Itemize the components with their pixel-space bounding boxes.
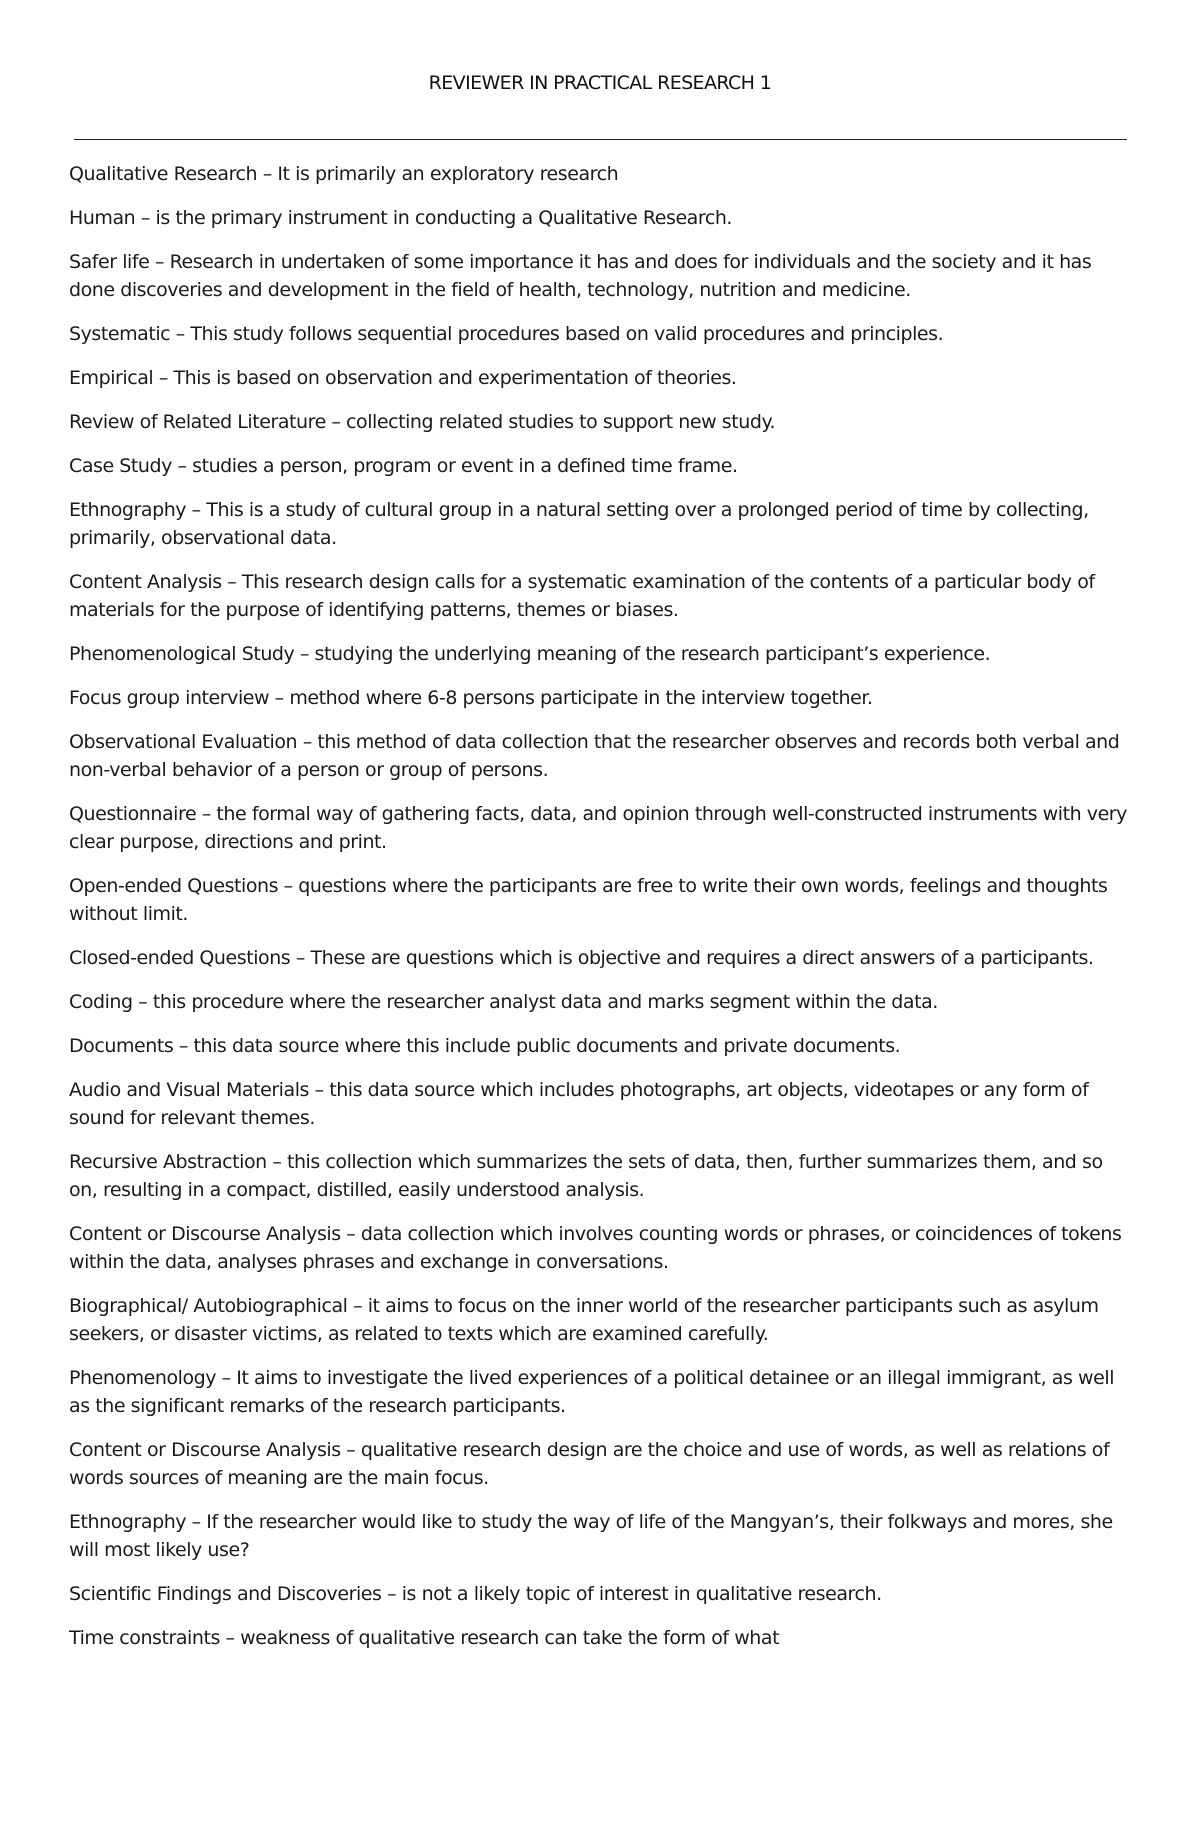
- reviewer-entry: Open-ended Questions – questions where the participants are free to write their own words, feelings and thoughts without limit.: [69, 875, 1108, 925]
- reviewer-entry: Qualitative Research – It is primarily an exploratory research: [69, 163, 619, 185]
- reviewer-entry: Phenomenology – It aims to investigate the lived experiences of a political detainee or an illegal immigrant, as well as the significant remarks of the research participants.: [69, 1367, 1115, 1417]
- reviewer-entry: Content or Discourse Analysis – qualitative research design are the choice and use of words, as well as relations of words sources of meaning are the main focus.: [69, 1439, 1110, 1489]
- title-divider: [74, 139, 1127, 140]
- reviewer-entry: Systematic – This study follows sequential procedures based on valid procedures and principles.: [69, 323, 944, 345]
- reviewer-entry: Ethnography – This is a study of cultural group in a natural setting over a prolonged period of time by collecting, primarily, observational data.: [69, 499, 1089, 549]
- reviewer-entry: Human – is the primary instrument in conducting a Qualitative Research.: [69, 207, 732, 229]
- document-title: REVIEWER IN PRACTICAL RESEARCH 1: [428, 72, 772, 94]
- reviewer-entry: Content Analysis – This research design calls for a systematic examination of the contents of a particular body of materials for the purpose of identifying patterns, themes or biases.: [69, 571, 1095, 621]
- reviewer-entry: Safer life – Research in undertaken of some importance it has and does for individuals and the society and it has done discoveries and development in the field of health, technology, nutrition and medicine.: [69, 251, 1092, 301]
- reviewer-entry: Recursive Abstraction – this collection which summarizes the sets of data, then, further summarizes them, and so on, resulting in a compact, distilled, easily understood analysis.: [69, 1151, 1103, 1201]
- reviewer-entry: Ethnography – If the researcher would like to study the way of life of the Mangyan’s, their folkways and mores, she will most likely use?: [69, 1511, 1113, 1561]
- reviewer-entry: Case Study – studies a person, program or event in a defined time frame.: [69, 455, 738, 477]
- reviewer-entry: Scientific Findings and Discoveries – is not a likely topic of interest in qualitative research.: [69, 1583, 882, 1605]
- reviewer-entry: Biographical/ Autobiographical – it aims to focus on the inner world of the researcher participants such as asylum seekers, or disaster victims, as related to texts which are examined carefully.: [69, 1295, 1099, 1345]
- reviewer-entry: Observational Evaluation – this method of data collection that the researcher observes and records both verbal and non-verbal behavior of a person or group of persons.: [69, 731, 1120, 781]
- reviewer-entry: Focus group interview – method where 6-8 persons participate in the interview together.: [69, 687, 873, 709]
- reviewer-entry: Audio and Visual Materials – this data source which includes photographs, art objects, videotapes or any form of sound for relevant themes.: [69, 1079, 1089, 1129]
- reviewer-entry: Closed-ended Questions – These are questions which is objective and requires a direct answers of a participants.: [69, 947, 1094, 969]
- reviewer-entry: Review of Related Literature – collecting related studies to support new study.: [69, 411, 776, 433]
- reviewer-entry: Coding – this procedure where the researcher analyst data and marks segment within the data.: [69, 991, 938, 1013]
- reviewer-entry: Empirical – This is based on observation and experimentation of theories.: [69, 367, 737, 389]
- reviewer-entry: Phenomenological Study – studying the underlying meaning of the research participant’s experience.: [69, 643, 991, 665]
- reviewer-entry: Time constraints – weakness of qualitative research can take the form of what: [69, 1627, 780, 1649]
- reviewer-entries-list: [69, 160, 1129, 1668]
- reviewer-entry: Documents – this data source where this include public documents and private documents.: [69, 1035, 901, 1057]
- reviewer-entry: Questionnaire – the formal way of gathering facts, data, and opinion through well-constructed instruments with very clear purpose, directions and print.: [69, 803, 1127, 853]
- reviewer-entry: Content or Discourse Analysis – data collection which involves counting words or phrases, or coincidences of tokens within the data, analyses phrases and exchange in conversations.: [69, 1223, 1122, 1273]
